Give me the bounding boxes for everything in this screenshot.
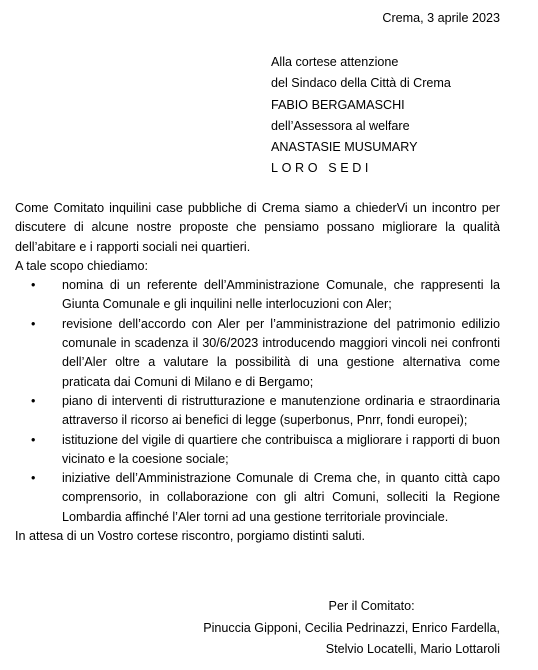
letter-date: Crema, 3 aprile 2023 <box>382 11 500 25</box>
request-text: iniziative dell’Amministrazione Comunale di Crema che, in quanto città capo comprensorio, in collaborazione con gli altri Comuni, solleciti la Regione Lombardia affinché l’Aler torni ad una gestione territoriale provinciale. <box>62 471 500 524</box>
request-item <box>15 315 500 392</box>
signature-lead: Per il Comitato: <box>328 599 415 613</box>
list-lead: A tale scopo chiediamo: <box>15 258 149 273</box>
signature-names: Pinuccia Gipponi, Cecilia Pedrinazzi, Enrico Fardella, <box>203 620 500 635</box>
recipient-line: del Sindaco della Città di Crema <box>271 76 451 91</box>
request-item <box>15 469 500 527</box>
recipient-assessor-name: ANASTASIE MUSUMARY <box>271 140 418 155</box>
request-text: istituzione del vigile di quartiere che contribuisca a migliorare i rapporti di buon vicinato e la coesione sociale; <box>62 432 500 466</box>
intro-paragraph: Come Comitato inquilini case pubbliche di Crema siamo a chiederVi un incontro per discutere di alcune nostre proposte che pensiamo possano migliorare la qualità dell’abitare e i rapporti sociali nei quartieri. <box>15 201 500 254</box>
bullet-icon: • <box>31 393 36 408</box>
recipient-line: Alla cortese attenzione <box>271 55 399 69</box>
request-item <box>15 276 500 315</box>
recipient-line: dell’Assessora al welfare <box>271 118 410 133</box>
bullet-icon: • <box>31 316 36 331</box>
request-item <box>15 392 500 431</box>
closing-line: In attesa di un Vostro cortese riscontro, porgiamo distinti saluti. <box>15 529 365 544</box>
letter-body <box>15 199 500 546</box>
bullet-icon: • <box>31 278 36 293</box>
bullet-icon: • <box>31 432 36 447</box>
signature-names: Stelvio Locatelli, Mario Lottaroli <box>325 642 500 657</box>
recipient-mayor-name: FABIO BERGAMASCHI <box>271 97 405 112</box>
recipient-block <box>271 52 451 180</box>
request-text: nomina di un referente dell’Amministrazione Comunale, che rappresenti la Giunta Comunale e gli inquilini nelle interlocuzioni con Aler; <box>62 278 500 312</box>
recipient-loro-sedi: LORO SEDI <box>271 161 372 176</box>
request-list <box>15 276 500 527</box>
request-text: piano di interventi di ristrutturazione e manutenzione ordinaria e straordinaria attraverso il ricorso ai benefici di legge (superbonus, Pnrr, fondi europei); <box>62 393 500 428</box>
request-text: revisione dell’accordo con Aler per l’amministrazione del patrimonio edilizio comunale in scadenza il 30/6/2023 introducendo maggiori vincoli nei confronti dell’Aler oltre a valutare la possibilità di una gestione alternativa come praticata dai Comuni di Milano e di Bergamo; <box>62 316 500 389</box>
request-item <box>15 431 500 470</box>
bullet-icon: • <box>31 471 36 486</box>
signature-block <box>203 596 500 661</box>
